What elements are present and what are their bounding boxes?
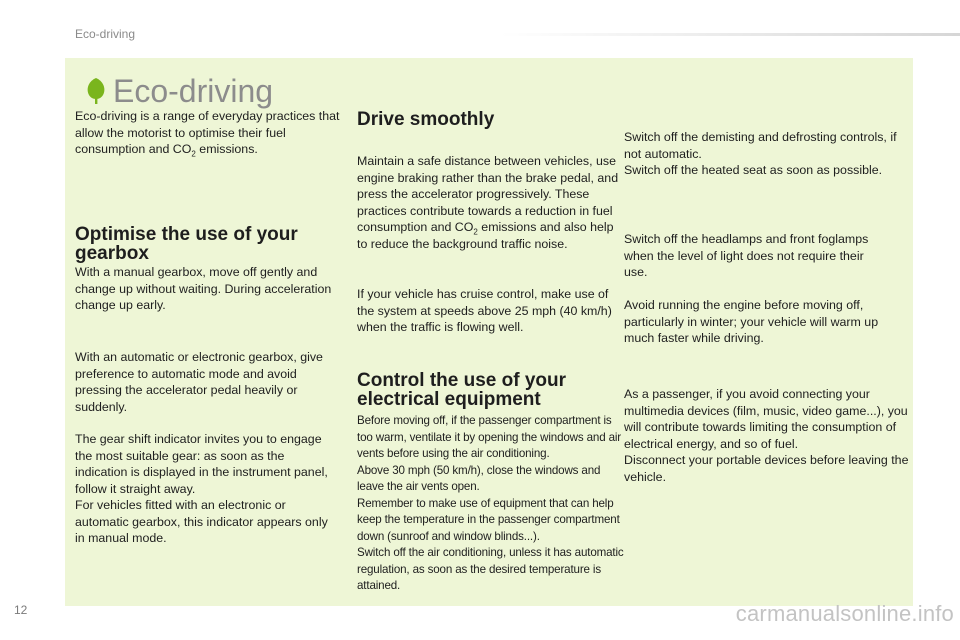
right-block-4 xyxy=(624,386,909,485)
electrical-paragraph-4: Switch off the air conditioning, unless it has automatic regulation, as soon as the desired temperature is attained. xyxy=(357,546,624,592)
gearbox-p2-block xyxy=(75,349,330,415)
right-paragraph-4: Avoid running the engine before moving off, particularly in winter; your vehicle will warm up much faster while driving. xyxy=(624,298,879,345)
gearbox-paragraph-3: The gear shift indicator invites you to engage the most suitable gear: as soon as the indication is displayed in the instrument panel, follow it straight away. xyxy=(75,432,328,496)
drive-p2-block xyxy=(357,286,619,336)
gearbox-p3-block xyxy=(75,431,337,547)
drive-paragraph-2: If your vehicle has cruise control, make use of the system at speeds above 25 mph (40 km/h) when the traffic is flowing well. xyxy=(357,287,612,334)
watermark: carmanualsonline.info xyxy=(735,601,954,626)
gearbox-paragraph-2: With an automatic or electronic gearbox, give preference to automatic mode and avoid pressing the accelerator pedal heavily or suddenly. xyxy=(75,350,323,414)
gearbox-section xyxy=(75,225,340,263)
page-number: 12 xyxy=(14,603,28,617)
electrical-heading: Control the use of your electrical equipment xyxy=(357,370,566,410)
right-paragraph-3: Switch off the headlamps and front foglamps when the level of light does not require their use. xyxy=(624,232,869,279)
gearbox-paragraph-1: With a manual gearbox, move off gently and change up without waiting. During acceleration change up early. xyxy=(75,265,332,312)
page-title: Eco-driving xyxy=(113,73,274,109)
drive-p1-block xyxy=(357,153,622,252)
electrical-paragraph-1: Before moving off, if the passenger compartment is too warm, ventilate it by opening the windows and air vents before using the air conditioning. xyxy=(357,414,622,460)
electrical-section xyxy=(357,371,617,409)
drive-section xyxy=(357,110,622,129)
gearbox-p1-block xyxy=(75,264,340,314)
right-paragraph-5: As a passenger, if you avoid connecting your multimedia devices (film, music, video game...), you will contribute towards limiting the consumption of electrical energy, and so of fuel. xyxy=(624,387,908,451)
right-paragraph-2: Switch off the heated seat as soon as possible. xyxy=(624,163,883,177)
electrical-paragraph-3: Remember to make use of equipment that can help keep the temperature in the passenger compartment down (sunroof and window blinds...). xyxy=(357,496,620,543)
section-header: Eco-driving xyxy=(75,27,136,41)
right-block-1 xyxy=(624,129,909,179)
drive-heading: Drive smoothly xyxy=(357,109,495,130)
intro-text: Eco-driving is a range of everyday practices that allow the motorist to optimise their fuel consumption and $CO_2$ emissions. xyxy=(75,109,340,159)
electrical-text-block xyxy=(357,413,625,595)
right-block-3 xyxy=(624,297,904,347)
header-rule xyxy=(500,33,960,36)
gearbox-paragraph-4: For vehicles fitted with an electronic or automatic gearbox, this indicator appears only in manual mode. xyxy=(75,498,328,545)
right-block-2 xyxy=(624,231,886,281)
main-title xyxy=(85,74,273,108)
electrical-paragraph-2: Above 30 mph (50 km/h), close the windows and leave the air vents open. xyxy=(357,463,601,493)
intro-block xyxy=(75,108,340,158)
drive-paragraph-1: Maintain a safe distance between vehicles, use engine braking rather than the brake pedal, and press the accelerator progressively. These practices contribute towards a reduction in fuel consumption and $CO_2$ emissions and also help to reduce the background traffic noise. xyxy=(357,154,619,251)
leaf-icon xyxy=(85,77,107,105)
right-paragraph-1: Switch off the demisting and defrosting controls, if not automatic. xyxy=(624,130,897,161)
gearbox-heading: Optimise the use of your gearbox xyxy=(75,224,298,264)
right-paragraph-6: Disconnect your portable devices before leaving the vehicle. xyxy=(624,453,909,484)
